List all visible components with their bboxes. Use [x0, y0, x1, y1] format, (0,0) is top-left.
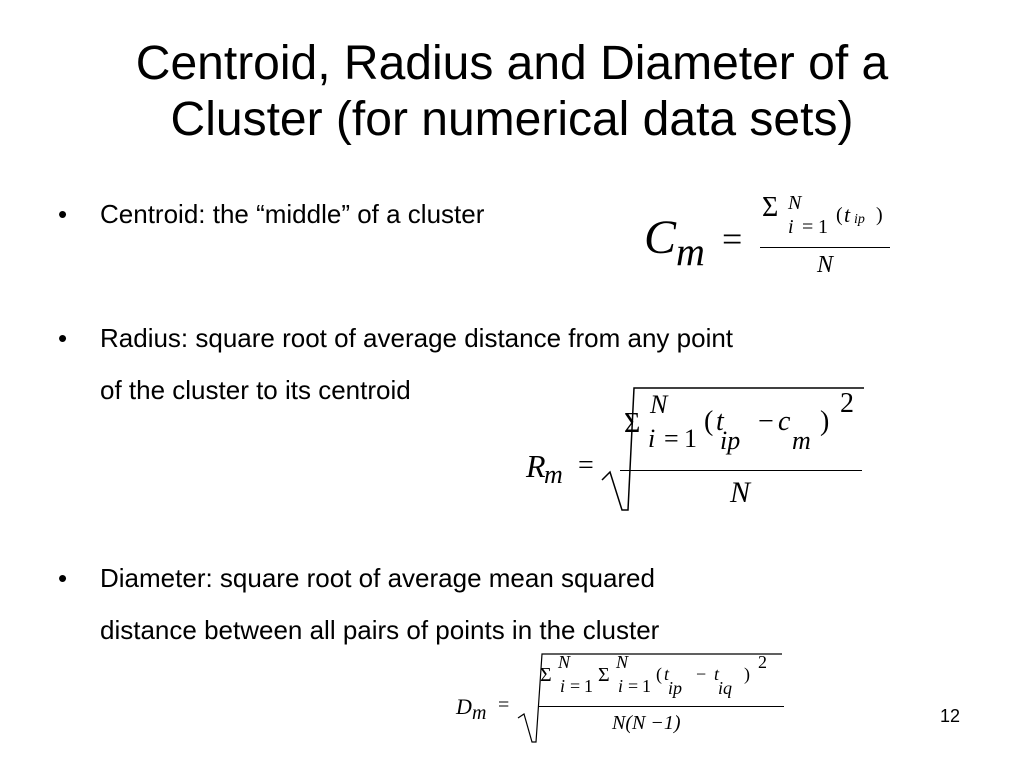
- diameter-lhs-sub: m: [472, 702, 487, 724]
- centroid-ip: ip: [854, 212, 865, 227]
- centroid-eq: =: [802, 216, 814, 238]
- radius-minus: −: [758, 406, 774, 437]
- centroid-upper: N: [788, 192, 802, 214]
- centroid-open: (: [836, 204, 843, 226]
- diameter-upper-2: N: [616, 652, 629, 672]
- bullet-centroid-text: Centroid: the “middle” of a cluster: [100, 199, 485, 229]
- bullet-dot: •: [58, 563, 68, 593]
- radius-index: i: [648, 424, 656, 453]
- diameter-power: 2: [758, 652, 767, 672]
- diameter-close: ): [744, 664, 750, 684]
- bullet-radius-line-2: of the cluster to its centroid: [100, 375, 411, 405]
- title-line-1: Centroid, Radius and Diameter of a: [135, 37, 889, 90]
- radius-power: 2: [840, 388, 854, 419]
- diameter-lhs-base: D: [456, 694, 472, 719]
- diameter-t-1: t: [664, 664, 670, 684]
- radius-lhs-sub: m: [544, 460, 563, 489]
- diameter-index-2: i: [618, 676, 624, 696]
- centroid-formula: [640, 190, 910, 290]
- diameter-index-1: i: [560, 676, 566, 696]
- centroid-one: 1: [818, 216, 828, 238]
- diameter-open: (: [656, 664, 662, 684]
- diameter-sigma-1: Σ: [540, 664, 552, 686]
- radius-denominator: N: [730, 476, 751, 509]
- diameter-one-2: 1: [642, 676, 651, 696]
- diameter-sigma-2: Σ: [598, 664, 610, 686]
- bullet-dot: •: [58, 199, 68, 229]
- radius-sigma: Σ: [624, 408, 641, 439]
- radius-ip: ip: [720, 426, 741, 455]
- radius-open: (: [704, 406, 714, 437]
- centroid-lhs-sub: m: [676, 229, 705, 274]
- diameter-fraction-bar: [538, 706, 784, 707]
- diameter-t-2: t: [714, 664, 720, 684]
- radius-formula: [520, 380, 870, 520]
- radius-lhs-base: R: [526, 448, 546, 484]
- diameter-iq: iq: [718, 678, 733, 698]
- bullet-diameter-line-1: Diameter: square root of average mean squared: [100, 563, 655, 593]
- diameter-equals: =: [498, 694, 510, 716]
- slide-title: [0, 36, 1024, 148]
- diameter-upper-1: N: [558, 652, 571, 672]
- radius-equals: =: [578, 450, 594, 481]
- bullet-radius-line-1: Radius: square root of average distance from any point: [100, 323, 734, 353]
- diameter-ip: ip: [668, 678, 683, 698]
- centroid-t: t: [844, 202, 851, 227]
- centroid-denominator: N: [817, 252, 834, 278]
- centroid-close: ): [876, 204, 883, 226]
- diameter-one-1: 1: [584, 676, 593, 696]
- centroid-lhs-base: C: [644, 211, 677, 264]
- centroid-sigma: Σ: [762, 192, 779, 223]
- centroid-fraction-bar: [760, 247, 890, 248]
- diameter-minus: −: [696, 664, 707, 684]
- radius-eq: =: [664, 424, 679, 453]
- title-line-2: Cluster (for numerical data sets): [170, 93, 854, 146]
- centroid-equals: =: [722, 219, 743, 259]
- bullet-diameter-line-2: distance between all pairs of points in the cluster: [100, 615, 660, 645]
- radius-t: t: [716, 406, 724, 437]
- diameter-formula: [452, 648, 792, 748]
- diameter-denominator: N(N −1): [612, 712, 681, 734]
- bullet-dot: •: [58, 323, 68, 353]
- page-number: 12: [939, 706, 960, 726]
- radius-c: c: [778, 406, 791, 437]
- radius-m: m: [792, 426, 811, 455]
- diameter-eq-2: =: [628, 676, 639, 696]
- radius-close: ): [820, 406, 830, 437]
- diameter-eq-1: =: [570, 676, 581, 696]
- radius-fraction-bar: [620, 470, 862, 471]
- radius-upper: N: [650, 390, 668, 419]
- radius-one: 1: [684, 424, 697, 453]
- centroid-index: i: [788, 216, 794, 238]
